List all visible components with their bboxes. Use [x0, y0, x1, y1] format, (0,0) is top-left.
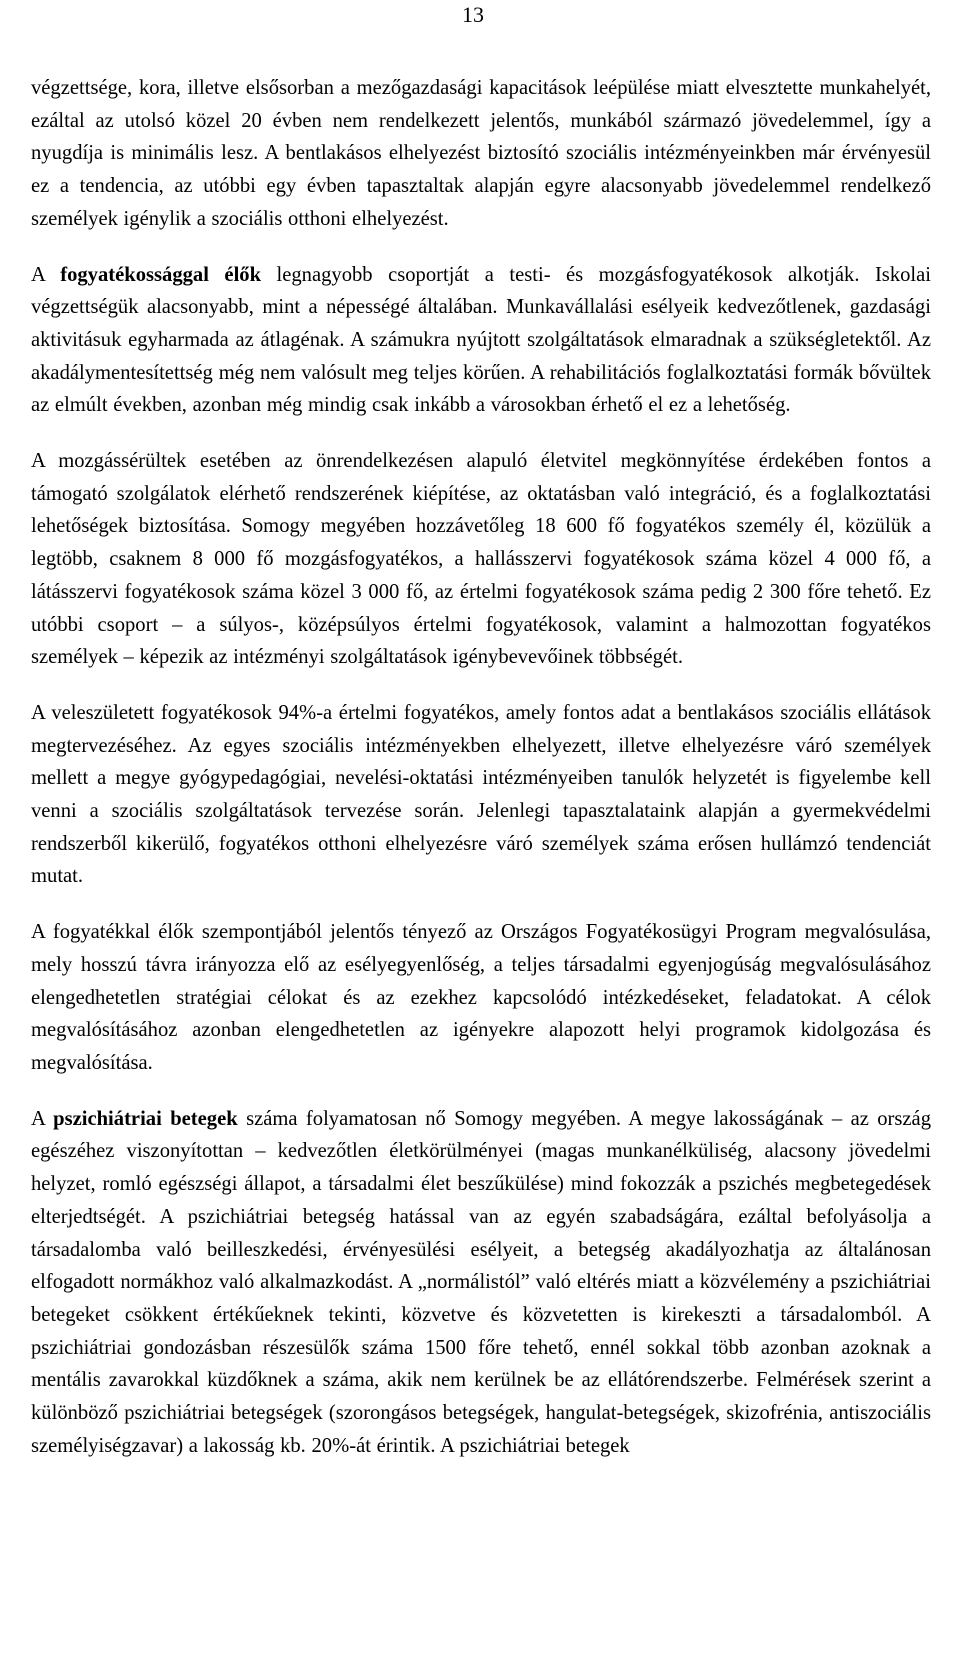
- paragraph-mobility-impaired: A mozgássérültek esetében az önrendelkezésen alapuló életvitel megkönnyítése érdekében fontos a támogató szolgálatok elérhető rendszerének kiépítése, az oktatásban való integráció, és a foglalkoztatási lehetőségek biztosítása. Somogy megyében hozzávetőleg 18 600 fő fogyatékos személy él, közülük a legtöbb, csaknem 8 000 fő mozgásfogyatékos, a hallásszervi fogyatékosok száma közel 4 000 fő, a látásszervi fogyatékosok száma közel 3 000 fő, az értelmi fogyatékosok száma pedig 2 300 főre tehető. Ez utóbbi csoport – a súlyos-, középsúlyos értelmi fogyatékosok, valamint a halmozottan fogyatékos személyek – képezik az intézményi szolgáltatások igénybevevőinek többségét.: [31, 450, 931, 669]
- document-body: [31, 72, 931, 1462]
- paragraph-income-trend: végzettsége, kora, illetve elsősorban a mezőgazdasági kapacitások leépülése miatt elvesztette munkahelyét, ezáltal az utolsó közel 20 évben nem rendelkezett jelentős, munkából származó jövedelemmel, így a nyugdíja is minimális lesz. A bentlakásos elhelyezést biztosító szociális intézményeinkben már érvényesül ez a tendencia, az utóbbi egy évben tapasztaltak alapján egyre alacsonyabb jövedelemmel rendelkező személyek igénylik a szociális otthoni elhelyezést.: [31, 77, 931, 230]
- paragraph-congenital-disability: A veleszületett fogyatékosok 94%-a értelmi fogyatékos, amely fontos adat a bentlakásos szociális ellátások megtervezéséhez. Az egyes szociális intézményekben elhelyezett, illetve elhelyezésre váró személyek mellett a megye gyógypedagógiai, nevelési-oktatási intézményeiben tanulók helyzetét is figyelembe kell venni a szociális szolgáltatások tervezése során. Jelenlegi tapasztalataink alapján a gyermekvédelmi rendszerből kikerülő, fogyatékos otthoni elhelyezésre váró személyek száma erősen hullámzó tendenciát mutat.: [31, 701, 931, 888]
- paragraph-rest: száma folyamatosan nő Somogy megyében. A megye lakosságának – az ország egészéhez viszonyítottan – kedvezőtlen életkörülményei (magas munkanélküliség, alacsony jövedelmi helyzet, romló egészségi állapot, a társadalmi élet beszűkülése) mind fokozzák a pszichés megbetegedések elterjedtségét. A pszichiátriai betegség hatással van az egyén szabadságára, ezáltal befolyásolja a társadalomba való beilleszkedési, érvényesülési esélyeit, a betegség akadályozhatja az általánosan elfogadott normákhoz való alkalmazkodást. A „normálistól” való eltérés miatt a közvélemény a pszichiátriai betegeket csökkent értékűeknek tekinti, közvetve és közvetetten is kirekeszti a társadalomból. A pszichiátriai gondozásban részesülők száma 1500 főre tehető, ennél sokkal több azonban azoknak a mentális zavarokkal küzdőknek a száma, akik nem kerülnek be az ellátórendszerbe. Felmérések szerint a különböző pszichiátriai betegségek (szorongásos betegségek, hangulat-betegségek, skizofrénia, antiszociális személyiségzavar) a lakosság kb. 20%-át érintik. A pszichiátriai betegek: [31, 1107, 931, 1457]
- paragraph-national-program: A fogyatékkal élők szempontjából jelentős tényező az Országos Fogyatékosügyi Program megvalósulása, mely hosszú távra irányozza elő az esélyegyenlőség, a teljes társadalmi egyenjogúság megvalósulásához elengedhetetlen stratégiai célokat és az ezekhez kapcsolódó intézkedéseket, feladatokat. A célok megvalósításához azonban elengedhetetlen az igényekre alapozott helyi programok kidolgozása és megvalósítása.: [31, 921, 931, 1074]
- paragraph-psychiatric-patients: [31, 1103, 931, 1463]
- bold-term-psychiatric: pszichiátriai betegek: [53, 1107, 238, 1130]
- paragraph-disabled-persons: [31, 259, 931, 423]
- page-number: 13: [462, 2, 484, 27]
- paragraph-lead: A: [31, 1107, 54, 1130]
- paragraph-lead: A: [31, 263, 61, 286]
- bold-term-disabled: fogyatékossággal élők: [60, 263, 262, 286]
- paragraph-rest: legnagyobb csoportját a testi- és mozgásfogyatékosok alkotják. Iskolai végzettségük alacsonyabb, mint a népességé általában. Munkavállalási esélyeik kedvezőtlenek, gazdasági aktivitásuk egyharmada az átlagénak. A számukra nyújtott szolgáltatások elmaradnak a szükségletektől. Az akadálymentesítettség még nem valósult meg teljes körűen. A rehabilitációs foglalkoztatási formák bővültek az elmúlt években, azonban még mindig csak inkább a városokban érhető el ez a lehetőség.: [31, 263, 931, 417]
